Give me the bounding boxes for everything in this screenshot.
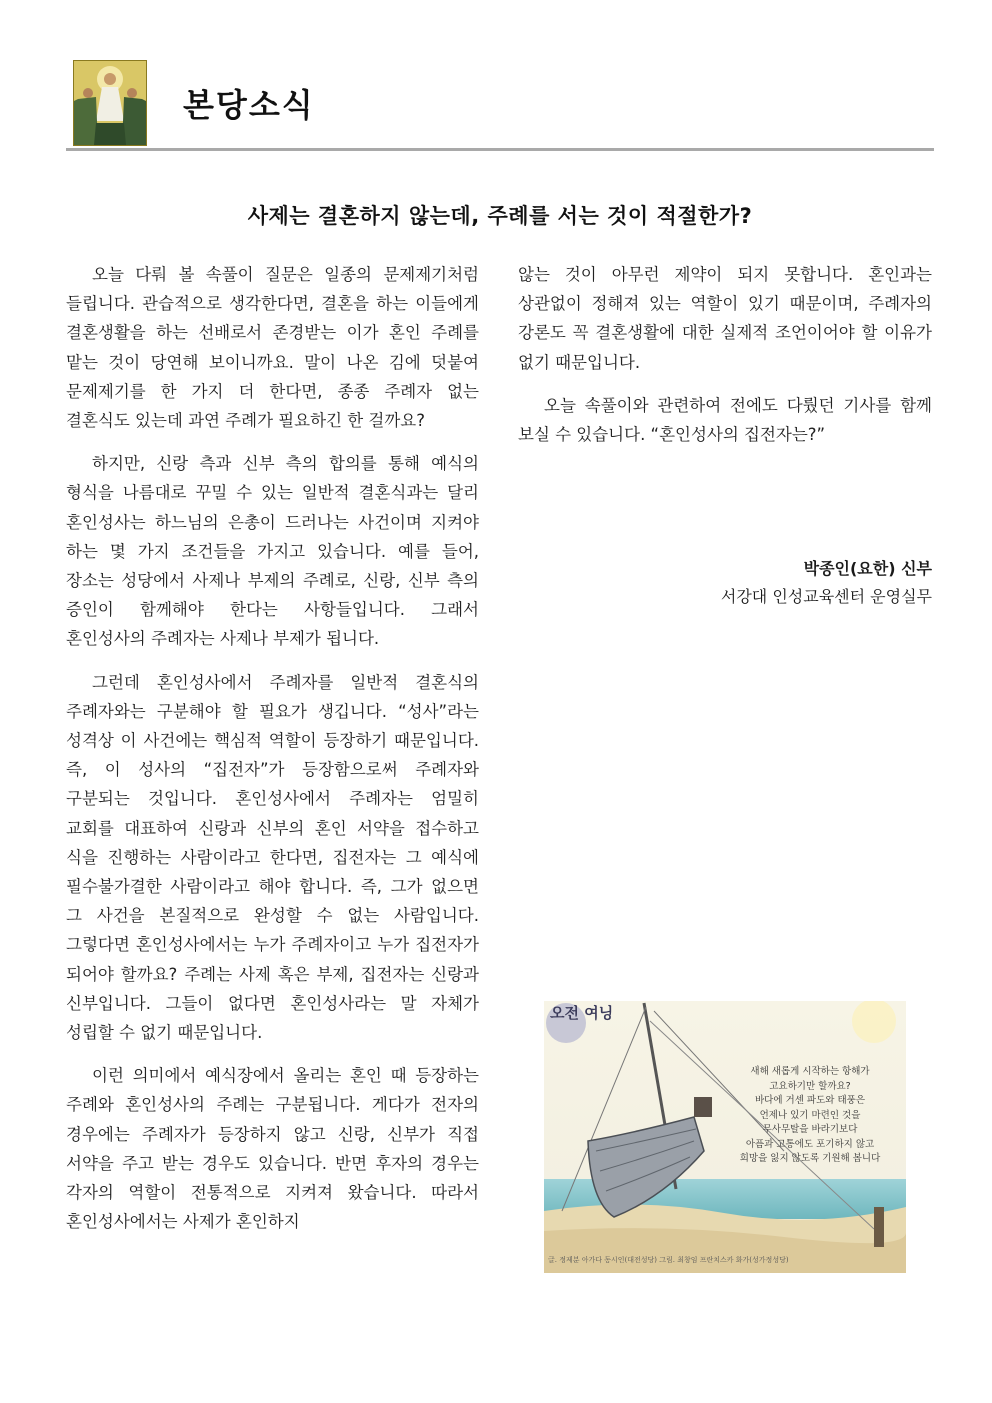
poem-line: 아픔과 고통에도 포기하지 않고 xyxy=(745,1138,875,1150)
sailboat-illustration xyxy=(544,1001,906,1273)
article-right-column xyxy=(518,260,932,463)
article-paragraph: 오늘 다뤄 볼 속풀이 질문은 일종의 문제제기처럼 들립니다. 관습적으로 생각한다면, 결혼을 하는 이들에게 결혼생활을 하는 선배로서 존경받는 이가 혼인 주례를 맡는 것이 당연해 보이니까요. 말이 나온 김에 덧붙여 문제제기를 한 가지 더 한다면, 종종 주례자 없는 결혼식도 있는데 과연 주례가 필요하긴 한 걸까요? xyxy=(66,265,479,431)
poem-line: 새해 새롭게 시작하는 항해가 xyxy=(750,1066,870,1077)
article-paragraph: 이런 의미에서 예식장에서 올리는 혼인 때 등장하는 주례와 혼인성사의 주례는 구분됩니다. 게다가 전자의 경우에는 주례자가 등장하지 않고 신랑, 신부가 직접 서약을 주고 받는 경우도 있습니다. 반면 후자의 경우는 각자의 역할이 전통적으로 지켜져 왔습니다. 따라서 혼인성사에서는 사제가 혼인하지 xyxy=(66,1066,479,1232)
article-paragraph: 그런데 혼인성사에서 주례자를 일반적 결혼식의 주례자와는 구분해야 할 필요가 생깁니다. “성사”라는 성격상 이 사건에는 핵심적 역할이 등장하기 때문입니다. 즉, 이 성사의 “집전자”가 등장함으로써 주례자와 구분되는 것입니다. 혼인성사에서 주례자는 엄밀히 교회를 대표하여 신랑과 신부의 혼인 서약을 접수하고 식을 진행하는 사람이라고 한다면, 집전자는 그 예식에 필수불가결한 사람이라고 해야 합니다. 즉, 그가 없으면 그 사건을 본질적으로 완성할 수 없는 사람입니다. 그렇다면 혼인성사에서는 누가 주례자이고 누가 집전자가 되어야 할까요? 주례는 사제 혹은 부제, 집전자는 신랑과 신부입니다. 그들이 없다면 혼인성사라는 말 자체가 성립할 수 없기 때문입니다. xyxy=(66,672,479,1043)
jesus-disciples-icon xyxy=(74,61,146,145)
poem-line: 무사무탈을 바라기보다 xyxy=(762,1124,858,1135)
article-left-column xyxy=(66,260,479,1251)
illustration-credit: 글. 정제분 아가다 동시인(대전성당) 그림. 최창임 프란치스카 화가(성가정성당) xyxy=(548,1256,789,1264)
section-title: 본당소식 xyxy=(183,86,315,124)
header-divider xyxy=(66,148,934,151)
article-paragraph: 않는 것이 아무런 제약이 되지 못합니다. 혼인과는 상관없이 정해져 있는 역할이 있기 때문이며, 주례자의 강론도 꼭 결혼생활에 대한 실제적 조언이어야 할 이유가 없기 때문입니다. xyxy=(518,265,932,372)
article-paragraph: 하지만, 신랑 측과 신부 측의 합의를 통해 예식의 형식을 나름대로 꾸밀 수 있는 일반적 결혼식과는 달리 혼인성사는 하느님의 은총이 드러나는 사건이며 지켜야 하는 몇 가지 조건들을 가지고 있습니다. 예를 들어, 장소는 성당에서 사제나 부제의 주례로, 신랑, 신부 측의 증인이 함께해야 한다는 사항들입니다. 그래서 혼인성사의 주례자는 사제나 부제가 됩니다. xyxy=(66,454,479,649)
parish-logo-image xyxy=(73,60,147,146)
poem-line: 희망을 잃지 않도록 기원해 봅니다 xyxy=(739,1153,881,1164)
poem-line: 바다에 거센 파도와 태풍은 xyxy=(754,1095,865,1106)
poem-line: 고요하기만 할까요? xyxy=(769,1080,851,1092)
article-paragraph: 오늘 속풀이와 관련하여 전에도 다뤘던 기사를 함께 보실 수 있습니다. “혼인성사의 집전자는?” xyxy=(518,395,932,445)
author-name: 박종인(요한) 신부 xyxy=(803,559,932,578)
author-role: 서강대 인성교육센터 운영실무 xyxy=(720,587,932,606)
illustration-badge: 오전 여닝 xyxy=(550,1004,614,1022)
article-title: 사제는 결혼하지 않는데, 주례를 서는 것이 적절한가? xyxy=(247,204,753,228)
poem-line: 언제나 있기 마련인 것을 xyxy=(759,1109,861,1121)
illustration-poem xyxy=(720,1065,900,1167)
